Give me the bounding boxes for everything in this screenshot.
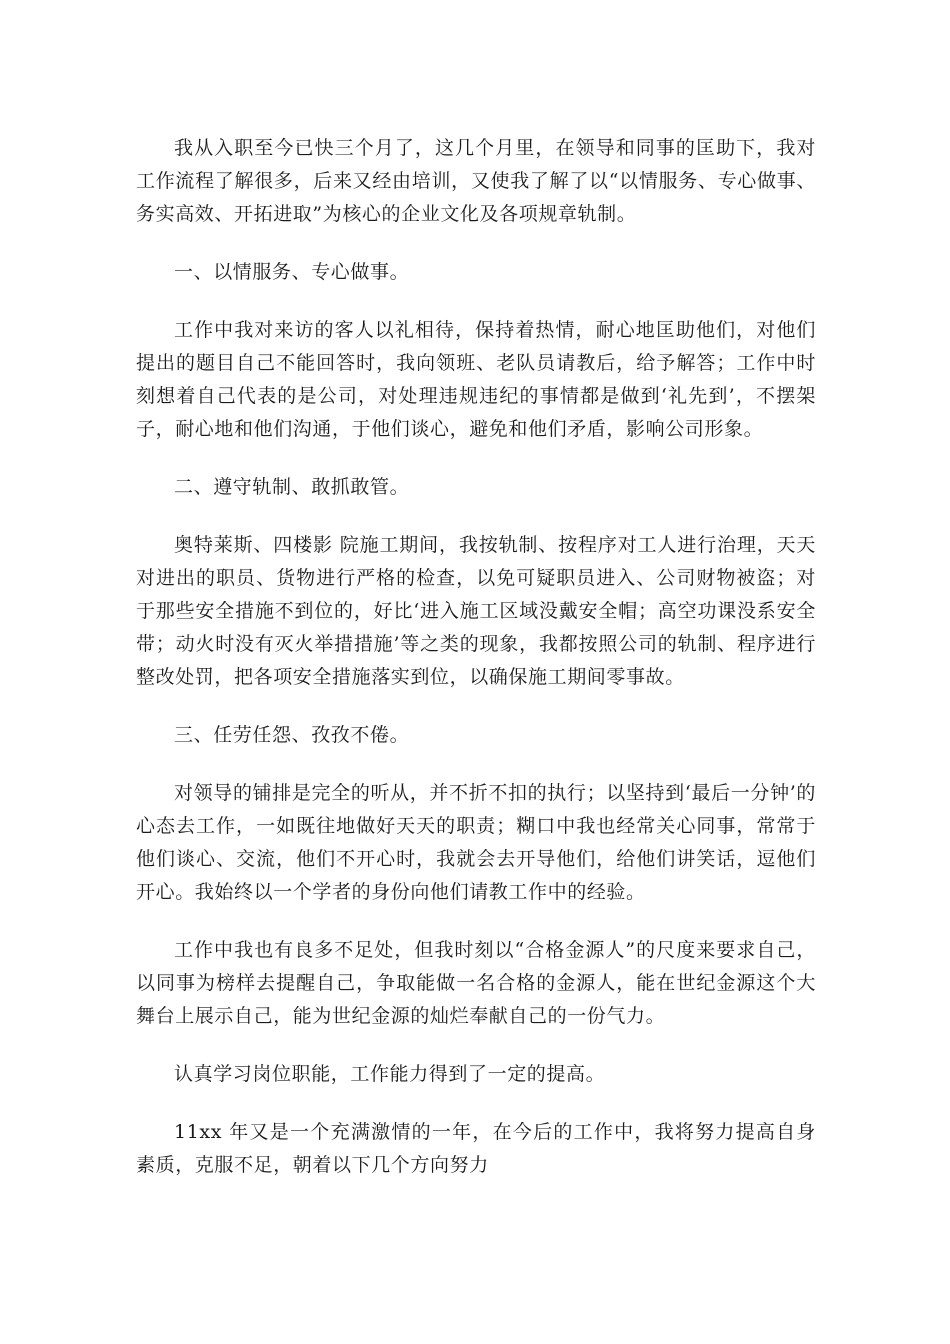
paragraph-intro: 我从入职至今已快三个月了，这几个月里，在领导和同事的匡助下，我对工作流程了解很多，后来又经由培训，又使我了解了以“以情服务、专心做事、务实高效、开拓进取”为核心的企业文化及各项规章轨制。 <box>136 137 816 225</box>
paragraph-rules: 奥特莱斯、四楼影 院施工期间，我按轨制、按程序对工人进行治理，天天对进出的职员、货物进行严格的检查，以免可疑职员进入、公司财物被盗；对于那些安全措施不到位的，好比‘进入施工区域没戴安全帽；高空功课没系安全带；动火时没有灭火举措措施’等之类的现象，我都按照公司的轨制、程序进行整改处罚，把各项安全措施落实到位，以确保施工期间零事故。 <box>136 534 816 688</box>
paragraph-outlook: 11xx 年又是一个充满激情的一年，在今后的工作中，我将努力提高自身素质，克服不足，朝着以下几个方向努力 <box>136 1121 816 1176</box>
section-heading-2: 二、遵守轨制、敢抓敢管。 <box>174 476 410 498</box>
paragraph-diligence: 对领导的铺排是完全的听从，并不折不扣的执行；以坚持到‘最后一分钟’的心态去工作，一如既往地做好天天的职责；糊口中我也经常关心同事，常常于他们谈心、交流，他们不开心时，我就会去开导他们，给他们讲笑话，逗他们开心。我始终以一个学者的身份向他们请教工作中的经验。 <box>136 782 816 903</box>
paragraph-shortcomings: 工作中我也有良多不足处，但我时刻以“合格金源人”的尺度来要求自己，以同事为榜样去提醒自己，争取能做一名合格的金源人，能在世纪金源这个大舞台上展示自己，能为世纪金源的灿烂奉献自己的一份气力。 <box>136 939 816 1027</box>
paragraph-service: 工作中我对来访的客人以礼相待，保持着热情，耐心地匡助他们，对他们提出的题目自己不能回答时，我向领班、老队员请教后，给予解答；工作中时刻想着自己代表的是公司，对处理违规违纪的事情都是做到‘礼先到’，不摆架子，耐心地和他们沟通，于他们谈心，避免和他们矛盾，影响公司形象。 <box>136 319 816 440</box>
paragraph-learning: 认真学习岗位职能，工作能力得到了一定的提高。 <box>174 1063 606 1085</box>
section-heading-3: 三、任劳任怨、孜孜不倦。 <box>174 724 410 746</box>
section-heading-1: 一、以情服务、专心做事。 <box>174 261 410 283</box>
document-body <box>136 132 816 1207</box>
